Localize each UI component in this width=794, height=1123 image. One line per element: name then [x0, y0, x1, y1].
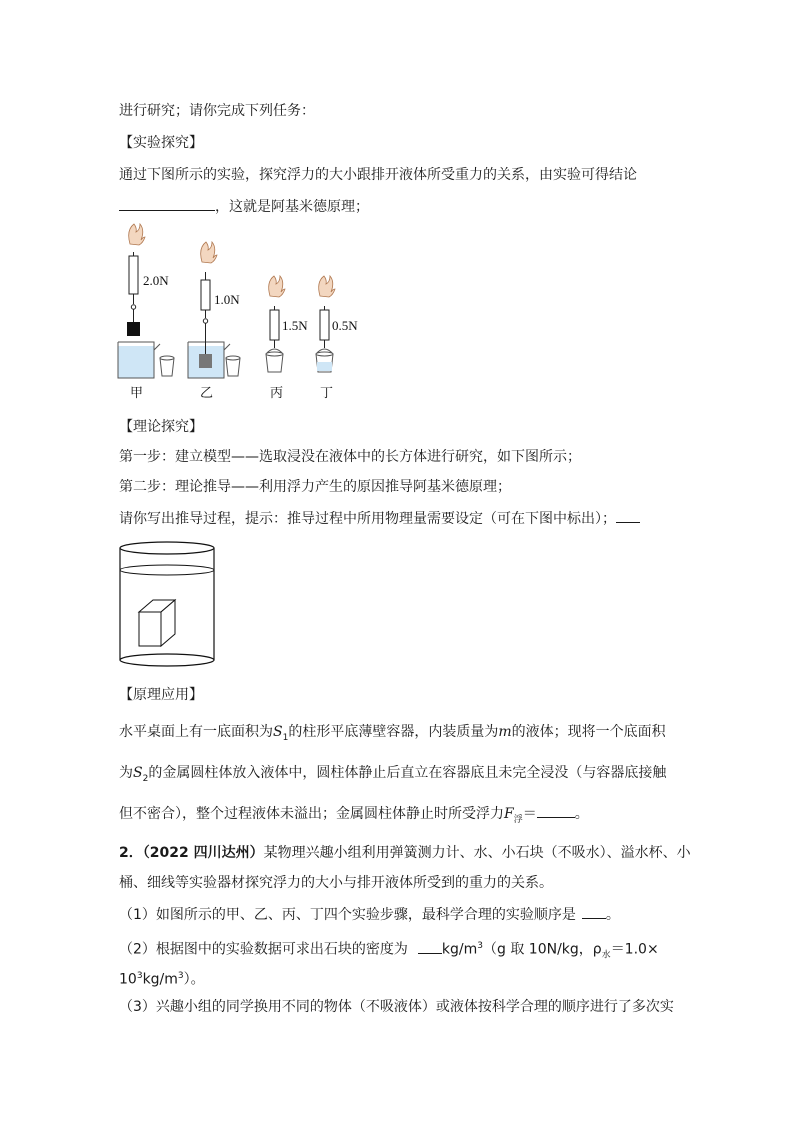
hand-icon: [129, 224, 145, 245]
symbol-s2: S: [133, 765, 143, 781]
q2-rho-sub: 水: [601, 950, 611, 961]
spring-scale: [320, 310, 329, 340]
question2-text-1: 某物理兴趣小组利用弹簧测力计、水、小石块（不吸水）、溢水杯、小: [263, 845, 691, 861]
small-bucket: [226, 358, 240, 376]
cylinder-figure: [117, 540, 217, 672]
reading-yi: 1.0N: [214, 292, 240, 307]
app-text: 的金属圆柱体放入液体中，圆柱体静止后直立在容器底且未完全浸没（与容器底接触: [148, 765, 667, 781]
symbol-s1-sub: 1: [282, 732, 289, 743]
label-yi: 乙: [200, 385, 214, 400]
symbol-s1: S: [273, 724, 283, 740]
app-text: 的柱形平底薄壁容器，内装质量为: [288, 724, 499, 740]
question2-q2: [119, 937, 659, 964]
symbol-f-sub: 浮: [513, 814, 523, 825]
question2-source: （2022 四川达州）: [142, 845, 264, 861]
theory-request: [119, 510, 640, 528]
spring-scale: [201, 280, 210, 310]
setup-jia: [118, 224, 174, 378]
theory-step-2: 第二步：理论推导——利用浮力产生的原因推导阿基米德原理；: [119, 479, 511, 495]
q2-text: （g 取 10N/kg，ρ: [483, 941, 602, 958]
experiment-text-2: [119, 198, 369, 216]
small-bucket: [160, 358, 174, 376]
app-text: 的液体；现将一个底面积: [511, 724, 666, 740]
app-text: 为: [119, 765, 133, 781]
theory-heading: 【理论探究】: [119, 419, 203, 435]
question2-q1: [119, 906, 620, 924]
q2-text: 10: [119, 971, 137, 988]
stone-block: [199, 354, 212, 368]
label-bing: 丙: [270, 385, 284, 400]
app-text: 水平桌面上有一底面积为: [119, 724, 273, 740]
q2-exp: 3: [177, 971, 184, 981]
q2-unit: kg/m: [441, 941, 478, 958]
application-line-2: [119, 764, 666, 788]
app-text: 。: [574, 806, 589, 822]
answer-blank-order[interactable]: [582, 906, 606, 919]
label-ding: 丁: [320, 385, 334, 400]
spring-scale: [270, 310, 279, 340]
q2-text: ）。: [183, 971, 205, 988]
question2-number: 2．: [119, 845, 143, 861]
theory-step-1: 第一步：建立模型——选取浸没在液体中的长方体进行研究，如下图所示；: [119, 449, 581, 465]
answer-blank-density[interactable]: [418, 941, 442, 954]
answer-blank-conclusion[interactable]: [119, 198, 215, 211]
label-jia: 甲: [130, 385, 144, 400]
application-heading: 【原理应用】: [119, 687, 203, 703]
question2-line-1: [119, 844, 691, 862]
setup-yi: [188, 242, 240, 378]
experiment-figure: [114, 222, 374, 404]
q1-text: （1）如图所示的甲、乙、丙、丁四个实验步骤，最科学合理的实验顺序是: [119, 907, 576, 923]
application-line-1: [119, 723, 666, 747]
experiment-text-1: 通过下图所示的实验，探究浮力的大小跟排开液体所受重力的关系，由实验可得结论: [119, 167, 637, 183]
intro-tail: 进行研究；请你完成下列任务：: [119, 103, 315, 119]
app-text: 但不密合），整个过程液体未溢出；金属圆柱体静止时所受浮力: [119, 806, 504, 822]
hand-icon: [201, 242, 217, 263]
q2-text: ＝1.0×: [610, 941, 659, 958]
symbol-m: m: [498, 724, 512, 740]
spring-scale: [129, 256, 138, 294]
question2-q3: （3）兴趣小组的同学换用不同的物体（不吸液体）或液体按科学合理的顺序进行了多次实: [119, 999, 674, 1015]
reading-ding: 0.5N: [332, 318, 358, 333]
symbol-s2-sub: 2: [142, 773, 149, 784]
reading-bing: 1.5N: [282, 318, 308, 333]
q2-exp: 3: [136, 971, 143, 981]
app-text: ＝: [522, 806, 537, 822]
answer-blank-derivation[interactable]: [616, 510, 640, 523]
question2-q2-cont: [119, 967, 205, 989]
application-line-3: [119, 805, 589, 829]
hand-icon: [269, 276, 285, 297]
q1-end: 。: [605, 907, 620, 923]
cuboid-block: [139, 600, 175, 646]
q2-text: kg/m: [142, 971, 178, 988]
theory-request-text: 请你写出推导过程，提示：推导过程中所用物理量需要设定（可在下图中标出）；: [119, 511, 616, 527]
experiment-text-2-tail: ，这就是阿基米德原理；: [215, 199, 369, 215]
question2-line-2: 桶、细线等实验器材探究浮力的大小与排开液体所受到的重力的关系。: [119, 875, 553, 891]
stone-block: [127, 322, 140, 336]
experiment-heading: 【实验探究】: [119, 135, 203, 151]
small-bucket: [266, 354, 283, 372]
q2-text: （2）根据图中的实验数据可求出石块的密度为: [119, 941, 408, 958]
reading-jia: 2.0N: [143, 273, 169, 288]
answer-blank-buoyancy[interactable]: [537, 805, 575, 818]
hand-icon: [319, 276, 335, 297]
symbol-f: F: [504, 806, 514, 822]
q2-unit-exp: 3: [477, 941, 483, 951]
